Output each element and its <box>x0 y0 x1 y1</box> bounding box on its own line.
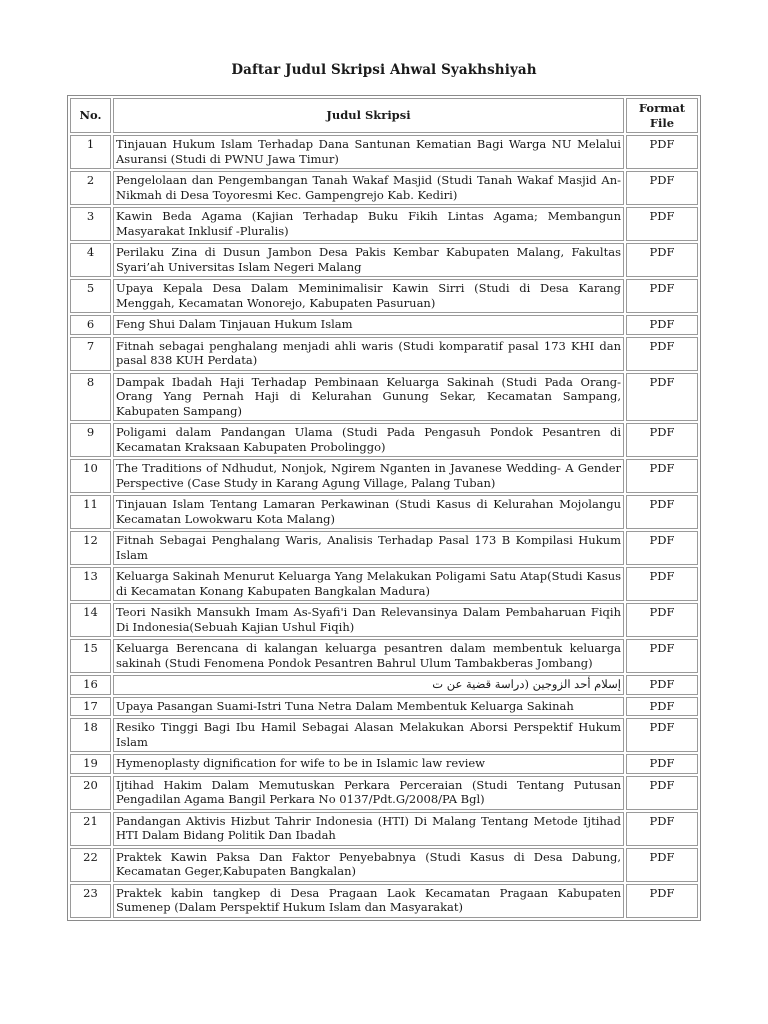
thesis-title: Pandangan Aktivis Hizbut Tahrir Indonesia (HTI) Di Malang Tentang Metode Ijtihad HTI Dalam Bidang Politik Dan Ibadah <box>113 812 624 846</box>
row-number: 20 <box>70 776 111 810</box>
row-number: 23 <box>70 884 111 918</box>
row-number: 21 <box>70 812 111 846</box>
row-number: 15 <box>70 639 111 673</box>
row-number: 5 <box>70 279 111 313</box>
thesis-title: Tinjauan Hukum Islam Terhadap Dana Santunan Kematian Bagi Warga NU Melalui Asuransi (Studi di PWNU Jawa Timur) <box>113 135 624 169</box>
row-number: 22 <box>70 848 111 882</box>
row-number: 18 <box>70 718 111 752</box>
file-format-link[interactable]: PDF <box>626 135 698 169</box>
thesis-title: Feng Shui Dalam Tinjauan Hukum Islam <box>113 315 624 335</box>
column-header-format: Format File <box>626 98 698 133</box>
row-number: 3 <box>70 207 111 241</box>
thesis-title: Resiko Tinggi Bagi Ibu Hamil Sebagai Alasan Melakukan Aborsi Perspektif Hukum Islam <box>113 718 624 752</box>
table-row <box>70 776 698 810</box>
thesis-title: Praktek kabin tangkep di Desa Pragaan Laok Kecamatan Pragaan Kabupaten Sumenep (Dalam Perspektif Hukum Islam dan Masyarakat) <box>113 884 624 918</box>
table-header-row <box>70 98 698 133</box>
table-row <box>70 884 698 918</box>
row-number: 12 <box>70 531 111 565</box>
table-row <box>70 754 698 774</box>
file-format-link[interactable]: PDF <box>626 754 698 774</box>
table-row <box>70 337 698 371</box>
table-row <box>70 567 698 601</box>
row-number: 14 <box>70 603 111 637</box>
table-row <box>70 603 698 637</box>
file-format-link[interactable]: PDF <box>626 812 698 846</box>
thesis-title: Dampak Ibadah Haji Terhadap Pembinaan Keluarga Sakinah (Studi Pada Orang-Orang Yang Pernah Haji di Kelurahan Gunung Sekar, Kecamatan Sampang, Kabupaten Sampang) <box>113 373 624 422</box>
table-row <box>70 812 698 846</box>
column-header-title: Judul Skripsi <box>113 98 624 133</box>
thesis-title: Keluarga Berencana di kalangan keluarga pesantren dalam membentuk keluarga sakinah (Studi Fenomena Pondok Pesantren Bahrul Ulum Tambakberas Jombang) <box>113 639 624 673</box>
table-row <box>70 279 698 313</box>
table-body <box>70 135 698 918</box>
row-number: 1 <box>70 135 111 169</box>
row-number: 10 <box>70 459 111 493</box>
thesis-title: Perilaku Zina di Dusun Jambon Desa Pakis Kembar Kabupaten Malang, Fakultas Syari’ah Universitas Islam Negeri Malang <box>113 243 624 277</box>
table-row <box>70 697 698 717</box>
file-format-link[interactable]: PDF <box>626 337 698 371</box>
table-row <box>70 423 698 457</box>
thesis-title: Upaya Kepala Desa Dalam Meminimalisir Kawin Sirri (Studi di Desa Karang Menggah, Kecamatan Wonorejo, Kabupaten Pasuruan) <box>113 279 624 313</box>
thesis-table <box>67 95 701 921</box>
table-row <box>70 531 698 565</box>
file-format-link[interactable]: PDF <box>626 718 698 752</box>
table-row <box>70 207 698 241</box>
table-row <box>70 315 698 335</box>
table-row <box>70 373 698 422</box>
row-number: 6 <box>70 315 111 335</box>
column-header-no: No. <box>70 98 111 133</box>
file-format-link[interactable]: PDF <box>626 884 698 918</box>
file-format-link[interactable]: PDF <box>626 171 698 205</box>
table-row <box>70 639 698 673</box>
file-format-link[interactable]: PDF <box>626 459 698 493</box>
row-number: 7 <box>70 337 111 371</box>
table-row <box>70 675 698 695</box>
table-row <box>70 848 698 882</box>
table-row <box>70 459 698 493</box>
document-title: Daftar Judul Skripsi Ahwal Syakhshiyah <box>231 62 537 78</box>
thesis-title: Pengelolaan dan Pengembangan Tanah Wakaf Masjid (Studi Tanah Wakaf Masjid An-Nikmah di Desa Toyoresmi Kec. Gampengrejo Kab. Kediri) <box>113 171 624 205</box>
row-number: 11 <box>70 495 111 529</box>
file-format-link[interactable]: PDF <box>626 675 698 695</box>
thesis-title: إسلام أحد الزوجين (دراسة قضية عن ت <box>113 675 624 695</box>
thesis-title: Fitnah sebagai penghalang menjadi ahli waris (Studi komparatif pasal 173 KHI dan pasal 838 KUH Perdata) <box>113 337 624 371</box>
file-format-link[interactable]: PDF <box>626 848 698 882</box>
row-number: 13 <box>70 567 111 601</box>
file-format-link[interactable]: PDF <box>626 315 698 335</box>
thesis-title: Keluarga Sakinah Menurut Keluarga Yang Melakukan Poligami Satu Atap(Studi Kasus di Kecamatan Konang Kabupaten Bangkalan Madura) <box>113 567 624 601</box>
thesis-title: The Traditions of Ndhudut, Nonjok, Ngirem Nganten in Javanese Wedding- A Gender Perspective (Case Study in Karang Agung Village, Palang Tuban) <box>113 459 624 493</box>
file-format-link[interactable]: PDF <box>626 531 698 565</box>
row-number: 16 <box>70 675 111 695</box>
thesis-title: Praktek Kawin Paksa Dan Faktor Penyebabnya (Studi Kasus di Desa Dabung, Kecamatan Geger,Kabupaten Bangkalan) <box>113 848 624 882</box>
thesis-title: Poligami dalam Pandangan Ulama (Studi Pada Pengasuh Pondok Pesantren di Kecamatan Kraksaan Kabupaten Probolinggo) <box>113 423 624 457</box>
file-format-link[interactable]: PDF <box>626 373 698 422</box>
table-row <box>70 718 698 752</box>
thesis-title: Ijtihad Hakim Dalam Memutuskan Perkara Perceraian (Studi Tentang Putusan Pengadilan Agama Bangil Perkara No 0137/Pdt.G/2008/PA Bgl) <box>113 776 624 810</box>
thesis-title: Teori Nasikh Mansukh Imam As-Syafi'i Dan Relevansinya Dalam Pembaharuan Fiqih Di Indonesia(Sebuah Kajian Ushul Fiqih) <box>113 603 624 637</box>
row-number: 2 <box>70 171 111 205</box>
file-format-link[interactable]: PDF <box>626 495 698 529</box>
file-format-link[interactable]: PDF <box>626 639 698 673</box>
file-format-link[interactable]: PDF <box>626 697 698 717</box>
row-number: 17 <box>70 697 111 717</box>
file-format-link[interactable]: PDF <box>626 279 698 313</box>
file-format-link[interactable]: PDF <box>626 603 698 637</box>
row-number: 9 <box>70 423 111 457</box>
thesis-title: Upaya Pasangan Suami-Istri Tuna Netra Dalam Membentuk Keluarga Sakinah <box>113 697 624 717</box>
table-row <box>70 135 698 169</box>
thesis-title: Tinjauan Islam Tentang Lamaran Perkawinan (Studi Kasus di Kelurahan Mojolangu Kecamatan Lowokwaru Kota Malang) <box>113 495 624 529</box>
file-format-link[interactable]: PDF <box>626 207 698 241</box>
table-row <box>70 171 698 205</box>
file-format-link[interactable]: PDF <box>626 567 698 601</box>
file-format-link[interactable]: PDF <box>626 423 698 457</box>
thesis-title: Kawin Beda Agama (Kajian Terhadap Buku Fikih Lintas Agama; Membangun Masyarakat Inklusif -Pluralis) <box>113 207 624 241</box>
row-number: 19 <box>70 754 111 774</box>
table-row <box>70 243 698 277</box>
thesis-title: Fitnah Sebagai Penghalang Waris, Analisis Terhadap Pasal 173 B Kompilasi Hukum Islam <box>113 531 624 565</box>
table-row <box>70 495 698 529</box>
file-format-link[interactable]: PDF <box>626 243 698 277</box>
thesis-title: Hymenoplasty dignification for wife to be in Islamic law review <box>113 754 624 774</box>
row-number: 8 <box>70 373 111 422</box>
file-format-link[interactable]: PDF <box>626 776 698 810</box>
row-number: 4 <box>70 243 111 277</box>
